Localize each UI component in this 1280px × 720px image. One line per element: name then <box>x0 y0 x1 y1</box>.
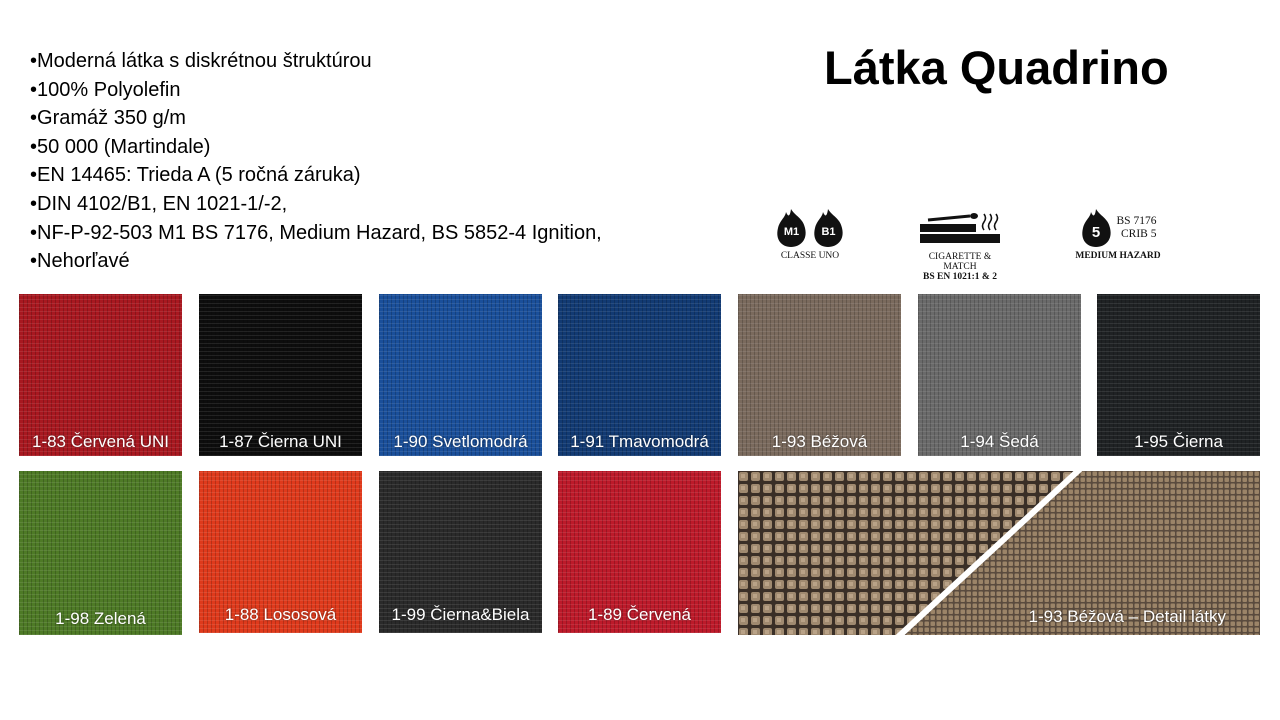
feature-item: • Nehorľavé <box>30 247 602 276</box>
swatch-label: 1-95 Čierna <box>1134 432 1223 451</box>
swatch-label: 1-87 Čierna UNI <box>219 432 342 451</box>
swatch-1-88[interactable] <box>199 471 362 633</box>
swatch-1-83[interactable] <box>19 294 182 456</box>
swatch-1-89[interactable] <box>558 471 721 633</box>
medium-hazard-badge <box>1066 208 1170 288</box>
swatch-label: 1-88 Lososová <box>224 605 337 624</box>
swatch-1-90[interactable] <box>379 294 542 456</box>
feature-item: • Moderná látka s diskrétnou štruktúrou <box>30 47 602 76</box>
cigarette-caption: CIGARETTE & MATCH <box>928 252 992 272</box>
swatch-1-87[interactable] <box>199 294 362 456</box>
swatch-label: 1-94 Šedá <box>960 432 1039 451</box>
swatch-label: 1-89 Červená <box>587 605 691 624</box>
feature-item: • Gramáž 350 g/m <box>30 104 602 133</box>
swatch-1-93[interactable] <box>738 294 901 456</box>
swatch-1-94[interactable] <box>918 294 1081 456</box>
swatch-1-98[interactable] <box>19 471 182 635</box>
medium-hazard-caption: MEDIUM HAZARD <box>1075 251 1161 261</box>
cigarette-match-badge <box>912 210 1008 290</box>
swatch-1-99[interactable] <box>379 471 542 633</box>
fabric-detail-image <box>738 471 1260 635</box>
feature-item: • NF-P-92-503 M1 BS 7176, Medium Hazard, BS 5852-4 Ignition, <box>30 219 602 248</box>
feature-item: • EN 14465: Trieda A (5 ročná záruka) <box>30 161 602 190</box>
detail-label: 1-93 Béžová – Detail látky <box>1028 607 1226 626</box>
bs-en-caption: BS EN 1021:1 & 2 <box>923 272 997 282</box>
feature-item: • DIN 4102/B1, EN 1021-1/-2, <box>30 190 602 219</box>
feature-item: • 100% Polyolefin <box>30 76 602 105</box>
feature-list <box>30 47 602 276</box>
swatch-1-95[interactable] <box>1097 294 1260 456</box>
flame-icon: B1 <box>812 208 845 248</box>
classe-uno-badge <box>766 208 854 288</box>
flame-icon: M1 <box>775 208 808 248</box>
classe-uno-caption: CLASSE UNO <box>780 251 840 261</box>
swatch-1-91[interactable] <box>558 294 721 456</box>
swatch-label: 1-93 Béžová <box>771 432 868 451</box>
crib-text: CRIB 5 <box>1121 228 1157 240</box>
swatch-label: 1-98 Zelená <box>55 609 146 628</box>
page-title: Látka Quadrino <box>824 41 1169 94</box>
bs-7176-text: BS 7176 <box>1116 215 1157 227</box>
cigarette-icon <box>918 210 1002 249</box>
swatch-label: 1-99 Čierna&Biela <box>391 605 530 624</box>
feature-item: • 50 000 (Martindale) <box>30 133 602 162</box>
swatch-label: 1-83 Červená UNI <box>31 432 169 451</box>
swatch-label: 1-90 Svetlomodrá <box>393 432 528 451</box>
flame-icon: 5 <box>1080 208 1113 248</box>
swatch-label: 1-91 Tmavomodrá <box>570 432 709 451</box>
